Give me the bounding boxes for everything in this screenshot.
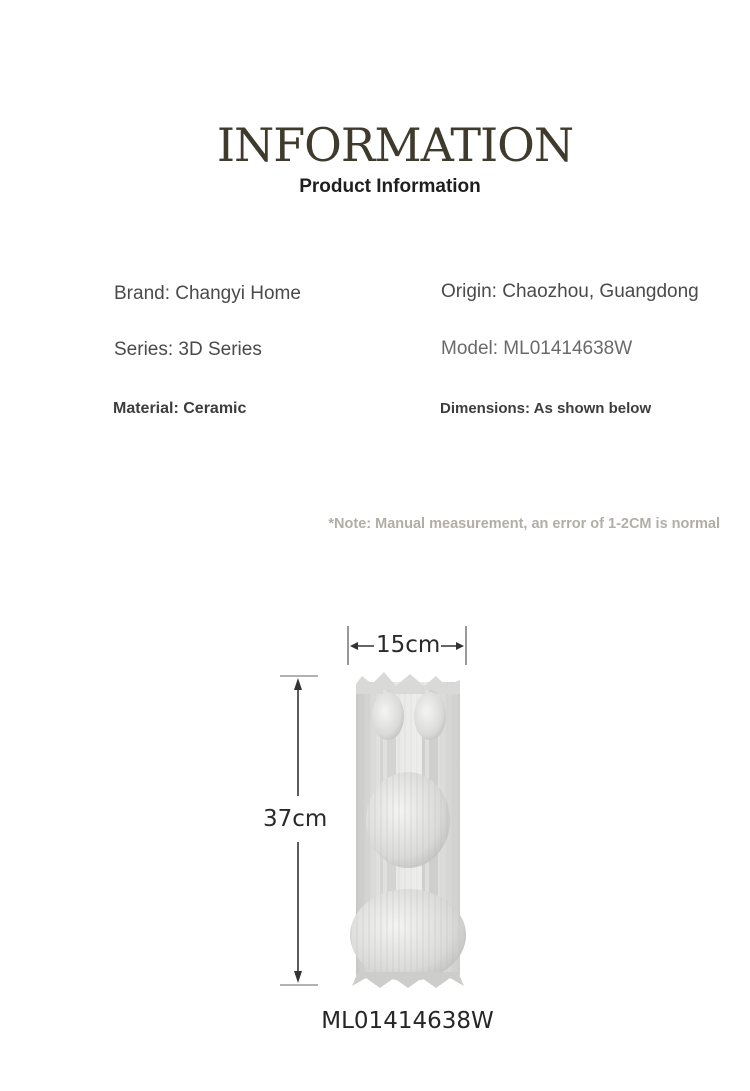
page-subtitle: Product Information xyxy=(299,176,481,197)
model-caption: ML01414638W xyxy=(321,1008,494,1034)
spec-material: Material: Ceramic xyxy=(113,400,247,417)
spec-series: Series: 3D Series xyxy=(114,339,262,360)
spec-brand: Brand: Changyi Home xyxy=(114,283,301,304)
vase-illustration xyxy=(350,672,466,988)
height-label: 37cm xyxy=(263,806,328,832)
page-title: INFORMATION xyxy=(216,118,574,172)
spec-dimensions: Dimensions: As shown below xyxy=(440,400,652,417)
spec-origin: Origin: Chaozhou, Guangdong xyxy=(441,281,699,302)
width-label: 15cm xyxy=(376,632,441,658)
spec-model: Model: ML01414638W xyxy=(441,338,633,359)
measurement-note: *Note: Manual measurement, an error of 1-2CM is normal xyxy=(328,516,720,532)
